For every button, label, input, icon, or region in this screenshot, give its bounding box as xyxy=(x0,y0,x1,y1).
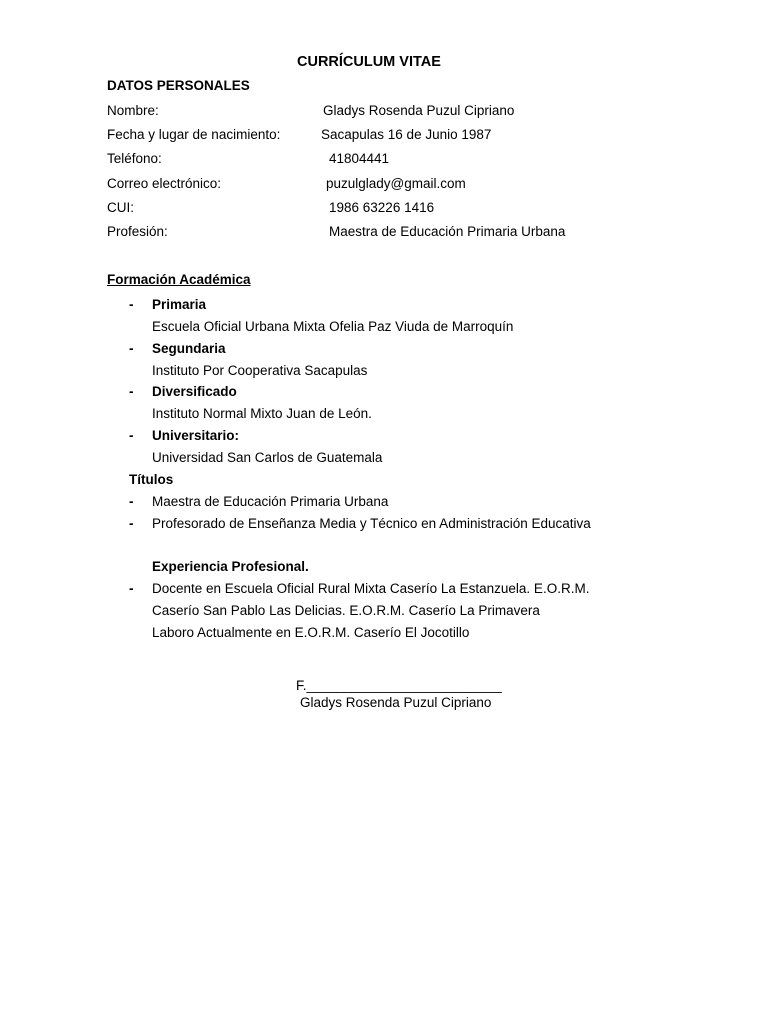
value-nacimiento: Sacapulas 16 de Junio 1987 xyxy=(321,127,492,142)
education-level: Segundaria xyxy=(152,341,226,356)
label-telefono: Teléfono: xyxy=(107,151,162,166)
value-nombre: Gladys Rosenda Puzul Cipriano xyxy=(323,103,515,118)
education-school: Universidad San Carlos de Guatemala xyxy=(152,450,383,465)
experience-line: Laboro Actualmente en E.O.R.M. Caserío El Jocotillo xyxy=(152,625,470,640)
label-correo: Correo electrónico: xyxy=(107,176,222,191)
value-profesion: Maestra de Educación Primaria Urbana xyxy=(329,224,566,239)
bullet-dash: - xyxy=(129,516,134,531)
bullet-dash: - xyxy=(129,581,134,596)
titles-heading: Títulos xyxy=(129,472,174,487)
signature-line: F.__________________________ xyxy=(296,678,502,693)
education-school: Instituto Normal Mixto Juan de León. xyxy=(152,406,372,421)
personal-heading: DATOS PERSONALES xyxy=(107,78,250,93)
education-level: Primaria xyxy=(152,297,207,312)
label-profesion: Profesión: xyxy=(107,224,168,239)
experience-line: Docente en Escuela Oficial Rural Mixta Caserío La Estanzuela. E.O.R.M. xyxy=(152,581,590,596)
value-cui: 1986 63226 1416 xyxy=(329,200,435,215)
title-item: Maestra de Educación Primaria Urbana xyxy=(152,494,389,509)
education-level: Universitario: xyxy=(152,428,240,443)
education-heading: Formación Académica xyxy=(107,272,251,287)
experience-heading: Experiencia Profesional. xyxy=(152,559,309,574)
value-telefono: 41804441 xyxy=(329,151,390,166)
label-cui: CUI: xyxy=(107,200,134,215)
education-school: Escuela Oficial Urbana Mixta Ofelia Paz Viuda de Marroquín xyxy=(152,319,514,334)
bullet-dash: - xyxy=(129,341,134,356)
bullet-dash: - xyxy=(129,384,134,399)
bullet-dash: - xyxy=(129,494,134,509)
bullet-dash: - xyxy=(129,297,134,312)
page-title: CURRÍCULUM VITAE xyxy=(297,54,441,70)
label-nombre: Nombre: xyxy=(107,103,159,118)
education-level: Diversificado xyxy=(152,384,237,399)
experience-line: Caserío San Pablo Las Delicias. E.O.R.M. Caserío La Primavera xyxy=(152,603,540,618)
label-nacimiento: Fecha y lugar de nacimiento: xyxy=(107,127,281,142)
signature-name: Gladys Rosenda Puzul Cipriano xyxy=(300,695,492,710)
title-item: Profesorado de Enseñanza Media y Técnico en Administración Educativa xyxy=(152,516,591,531)
bullet-dash: - xyxy=(129,428,134,443)
education-school: Instituto Por Cooperativa Sacapulas xyxy=(152,363,368,378)
value-correo: puzulglady@gmail.com xyxy=(326,176,466,191)
